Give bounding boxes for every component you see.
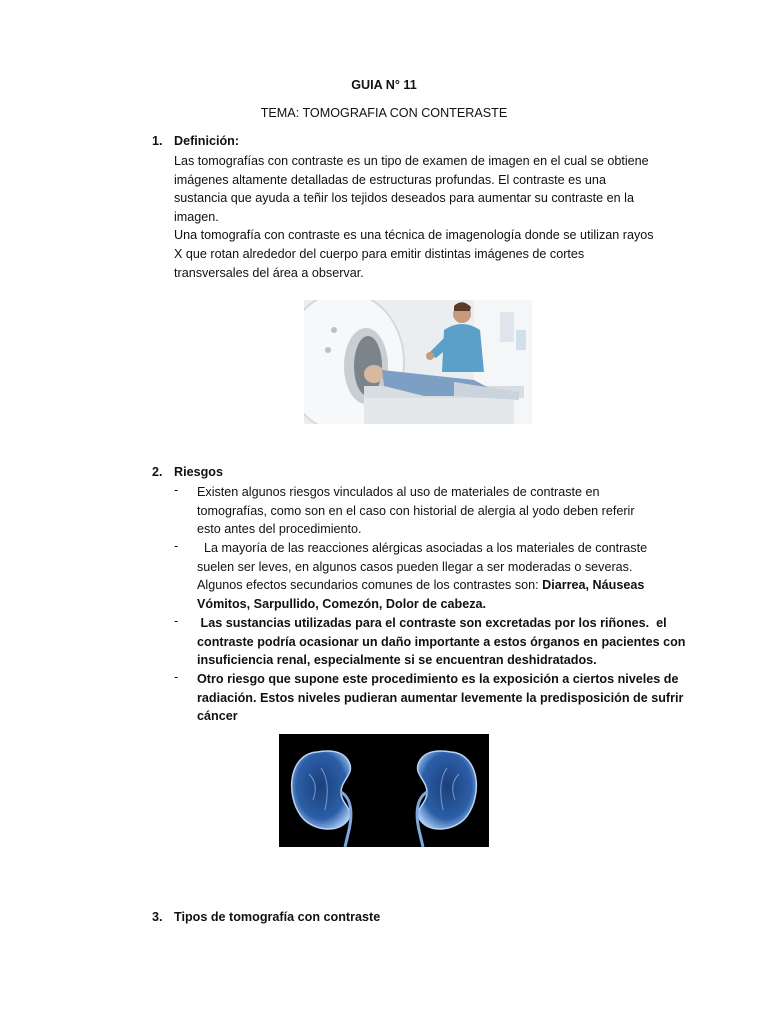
risk-bullet-3 xyxy=(197,614,686,670)
text-line: Las sustancias utilizadas para el contraste son excretadas por los riñones. el xyxy=(197,616,667,630)
ct-scanner-photo xyxy=(304,300,532,424)
section1-number: 1. xyxy=(152,134,163,148)
bullet-marker: - xyxy=(174,483,179,497)
section1-title: Definición: xyxy=(174,134,240,148)
bullet-marker: - xyxy=(174,614,179,628)
risk-bullet-1 xyxy=(197,483,677,539)
text-line: esto antes del procedimiento. xyxy=(197,522,362,537)
section3-number: 3. xyxy=(152,910,163,924)
bullet-marker: - xyxy=(174,539,179,553)
bullet-marker: - xyxy=(174,670,179,684)
section2-number: 2. xyxy=(152,465,163,479)
text-line: imagen. xyxy=(174,209,219,224)
guide-title: GUIA N° 11 xyxy=(351,78,417,92)
side-effects-bold-line: Vómitos, Sarpullido, Comezón, Dolor de cabeza. xyxy=(197,596,486,611)
risk-bullet-2 xyxy=(197,539,677,613)
section2-title: Riesgos xyxy=(174,465,223,479)
kidneys-image xyxy=(279,734,489,847)
text-line: sustancia que ayuda a teñir los tejidos deseados para aumentar su contraste en la xyxy=(174,191,634,206)
text-line: tomografías, como son en el caso con historial de alergia al yodo deben referir xyxy=(197,503,635,518)
topic-title: TEMA: TOMOGRAFIA CON CONTERASTE xyxy=(260,106,508,120)
text-line: Existen algunos riesgos vinculados al uso de materiales de contraste en xyxy=(197,485,600,499)
text-line: cáncer xyxy=(197,709,238,724)
text-line: insuficiencia renal, especialmente si se encuentran deshidratados. xyxy=(197,653,597,668)
section3-title: Tipos de tomografía con contraste xyxy=(174,910,381,924)
text-line: contraste podría ocasionar un daño importante a estos órganos en pacientes con xyxy=(197,634,686,649)
text-line: X que rotan alrededor del cuerpo para emitir distintas imágenes de cortes xyxy=(174,246,585,261)
text-line: imágenes altamente detalladas de estructuras profundas. El contraste es una xyxy=(174,172,606,187)
text-line xyxy=(197,576,677,595)
text-line: Las tomografías con contraste es un tipo de examen de imagen en el cual se obtiene xyxy=(174,154,649,168)
risk-bullet-4 xyxy=(197,670,684,726)
text-line: La mayoría de las reacciones alérgicas asociadas a los materiales de contraste xyxy=(197,541,648,555)
section1-paragraph xyxy=(174,152,674,282)
text-line: transversales del área a observar. xyxy=(174,265,364,280)
text-line: Otro riesgo que supone este procedimiento es la exposición a ciertos niveles de xyxy=(197,672,679,686)
text-span: Algunos efectos secundarios comunes de los contrastes son: xyxy=(197,578,543,593)
side-effects-bold: Diarrea, Náuseas xyxy=(542,578,645,593)
text-line: radiación. Estos niveles pudieran aumentar levemente la predisposición de sufrir xyxy=(197,690,684,705)
text-line: Una tomografía con contraste es una técnica de imagenología donde se utilizan rayos xyxy=(174,228,654,243)
text-line: suelen ser leves, en algunos casos pueden llegar a ser moderadas o severas. xyxy=(197,559,633,574)
